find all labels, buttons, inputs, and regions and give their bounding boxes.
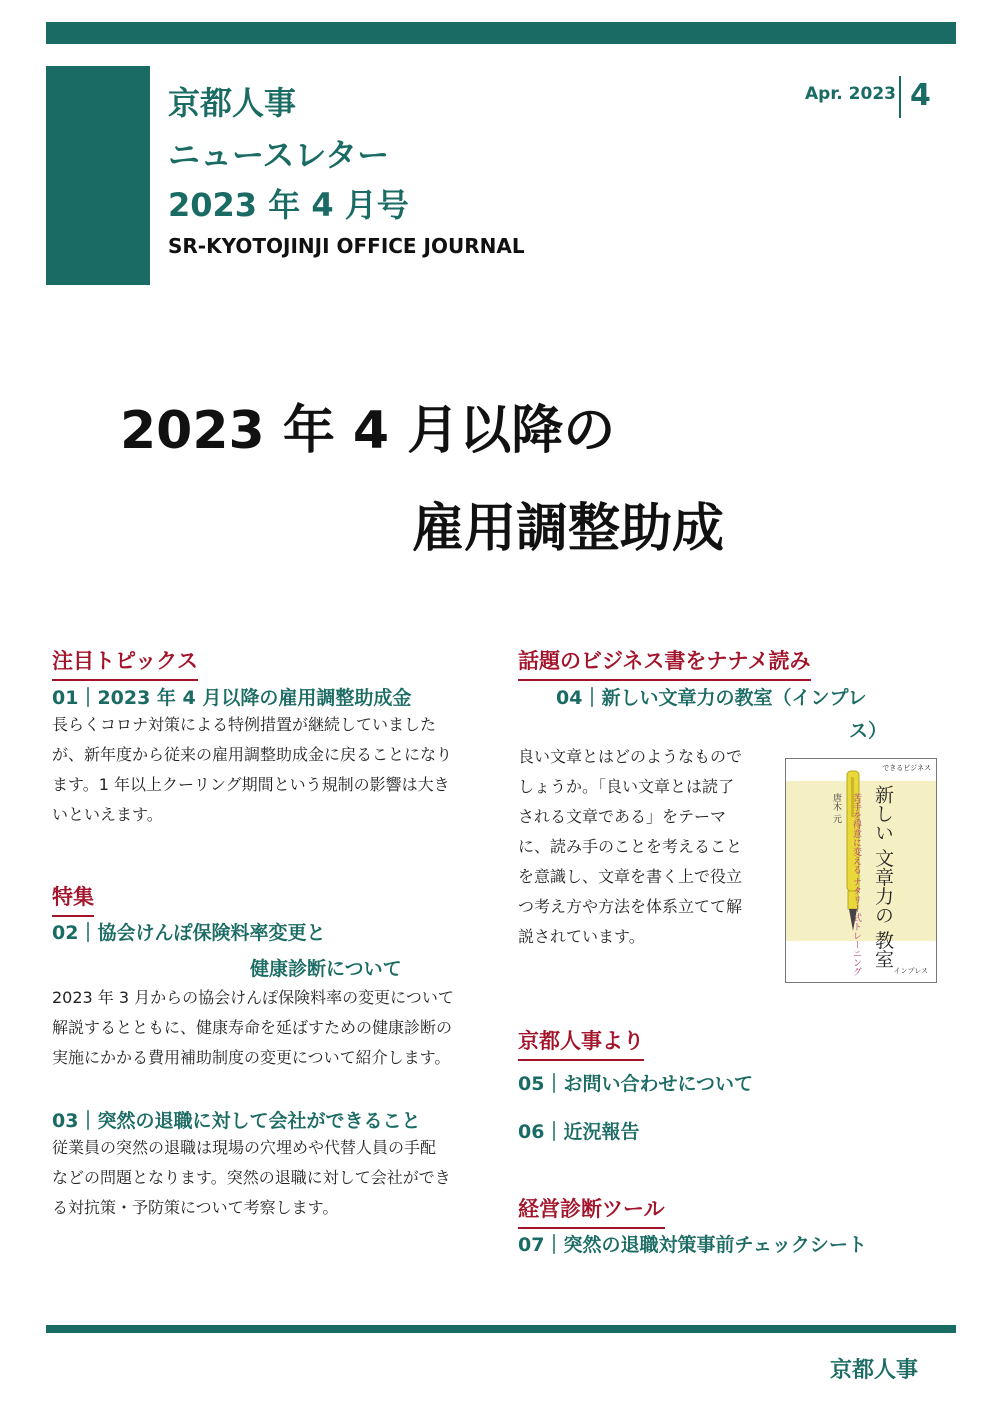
issue-date: Apr. 2023 <box>805 84 896 104</box>
issue-divider <box>899 76 901 118</box>
section-heading-feature: 特集 <box>52 881 94 917</box>
body-line: 説されています。 <box>518 927 645 946</box>
body-line: しょうか。「良い文章とは読了 <box>518 777 735 796</box>
section-heading-topics: 注目トピックス <box>52 645 198 681</box>
section-heading-office: 京都人事より <box>518 1025 644 1061</box>
body-line: に、読み手のことを考えること <box>518 837 743 856</box>
body-line: 良い文章とはどのようなもので <box>518 747 743 766</box>
newsletter-title-line-2: ニュースレター <box>168 136 390 174</box>
book-subtitle: 苦手を得意に変える ナタリー式トレーニング <box>851 793 861 976</box>
article-title-05[interactable]: 05｜お問い合わせについて <box>518 1073 754 1095</box>
body-line: 実施にかかる費用補助制度の変更について紹介します。 <box>52 1048 451 1067</box>
headline-line-2: 雇用調整助成 <box>412 499 725 559</box>
top-bar <box>46 22 956 44</box>
issue-number: 4 <box>910 78 931 113</box>
body-line: などの問題となります。突然の退職に対して会社ができ <box>52 1168 451 1187</box>
article-title-04[interactable]: 04｜新しい文章力の教室（インプレ <box>556 687 867 709</box>
book-title: 新しい 文章力の 教室 <box>872 785 894 969</box>
body-line: が、新年度から従来の雇用調整助成金に戻ることになり <box>52 745 453 764</box>
header-color-block <box>46 66 150 285</box>
body-line: 長らくコロナ対策による特例措置が継続していました <box>52 715 437 734</box>
body-line: いといえます。 <box>52 805 163 824</box>
body-line: 2023 年 3 月からの協会けんぽ保険料率の変更について <box>52 988 454 1007</box>
journal-name: SR-KYOTOJINJI OFFICE JOURNAL <box>168 234 525 258</box>
headline-line-1: 2023 年 4 月以降の <box>120 401 616 461</box>
article-body-03 <box>52 1133 451 1223</box>
body-line: される文章である」をテーマ <box>518 807 727 826</box>
body-line: つ考え方や方法を体系立てて解 <box>518 897 743 916</box>
bottom-bar <box>46 1325 956 1333</box>
book-series: できるビジネス <box>882 764 931 772</box>
article-title-06[interactable]: 06｜近況報告 <box>518 1121 640 1143</box>
article-body-01 <box>52 710 452 830</box>
book-cover-image <box>785 758 937 983</box>
body-line: る対抗策・予防策について考察します。 <box>52 1198 339 1217</box>
article-title-03[interactable]: 03｜突然の退職に対して会社ができること <box>52 1110 421 1132</box>
book-publisher: インプレス <box>893 967 928 975</box>
article-body-02 <box>52 983 454 1073</box>
article-title-02-cont[interactable]: 健康診断について <box>250 958 402 980</box>
body-line: ます。1 年以上クーリング期間という規制の影響は大き <box>52 775 450 794</box>
article-title-07[interactable]: 07｜突然の退職対策事前チェックシート <box>518 1234 867 1256</box>
body-line: 解説するとともに、健康寿命を延ばすための健康診断の <box>52 1018 453 1037</box>
newsletter-title-line-1: 京都人事 <box>168 84 297 122</box>
body-line: を意識し、文章を書く上で役立 <box>518 867 743 886</box>
article-title-04-cont[interactable]: ス） <box>849 720 888 742</box>
article-title-02[interactable]: 02｜協会けんぽ保険料率変更と <box>52 922 326 944</box>
newsletter-title-line-3: 2023 年 4 月号 <box>168 186 409 224</box>
section-heading-tools: 経営診断ツール <box>518 1193 665 1229</box>
book-author: 唐木 元 <box>831 793 841 823</box>
body-line: 従業員の突然の退職は現場の穴埋めや代替人員の手配 <box>52 1138 437 1157</box>
section-heading-books: 話題のビジネス書をナナメ読み <box>518 645 811 681</box>
article-title-01[interactable]: 01｜2023 年 4 月以降の雇用調整助成金 <box>52 687 412 709</box>
footer-brand: 京都人事 <box>830 1358 919 1383</box>
article-body-04 <box>518 742 742 952</box>
